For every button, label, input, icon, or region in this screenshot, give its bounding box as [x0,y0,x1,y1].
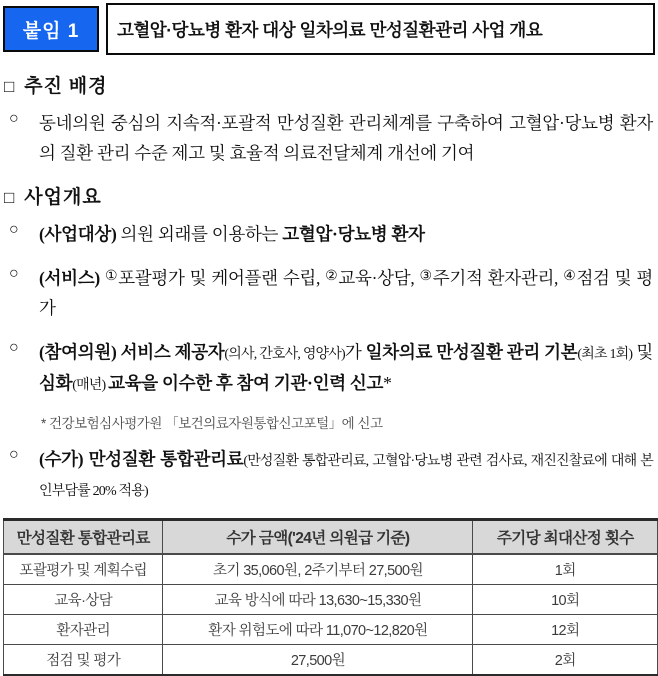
document-title: 고혈압·당뇨병 환자 대상 일차의료 만성질환관리 사업 개요 [106,3,655,55]
circled-number-3: ③ [419,269,433,285]
cell-amount: 27,500원 [163,644,473,675]
circle-bullet-icon: ○ [9,445,19,463]
text-segment: 가 [344,342,366,363]
cell-item: 교육·상담 [4,584,163,614]
text-segment: 동네의원 중심의 지속적·포괄적 만성질환 관리체계를 구축하여 고혈압·당뇨병 환자의 질환 관리 수준 제고 및 효율적 의료전달체계 개선에 기여 [39,113,653,164]
cell-amount: 교육 방식에 따라 13,630~15,330원 [163,584,473,614]
text-segment: 점검 및 평가 [39,268,653,319]
cell-amount: 환자 위험도에 따라 11,070~12,820원 [163,614,473,644]
asterisk-footnote-marker: * [383,372,392,393]
text-segment: (최초 1회) [577,347,633,363]
table-row [4,584,658,614]
text-segment: 교육·상담, [338,268,420,289]
text-segment: (참여의원) 서비스 제공자 [39,342,225,363]
cell-count: 2회 [473,644,658,675]
cell-count: 1회 [473,554,658,585]
col-header-management-fee: 만성질환 통합관리료 [4,519,163,554]
col-header-fee-amount: 수가 금액('24년 의원급 기준) [163,519,473,554]
bullet-text [39,263,655,323]
text-segment: 심화 [39,372,73,393]
footnote: * 건강보험심사평가원 「보건의료자원통합신고포털」에 신고 [41,415,383,431]
text-segment: (의사, 간호사, 영양사) [224,347,345,363]
table-row [4,554,658,585]
text-segment: (매년) [72,377,109,393]
bullet-text [39,219,655,249]
circle-bullet-icon: ○ [9,265,19,283]
bullet-participating-clinics [9,337,655,397]
circle-bullet-icon: ○ [9,339,19,357]
section-heading-overview [4,182,655,209]
bullet-services [9,263,655,323]
circled-number-1: ① [104,269,119,285]
cell-count: 12회 [473,614,658,644]
cell-count: 10회 [473,584,658,614]
bullet-target [9,219,655,249]
text-segment: (서비스) [39,268,105,289]
text-segment: 주기적 환자관리, [432,268,564,289]
cell-item: 점검 및 평가 [4,644,163,675]
fee-table [3,518,658,676]
text-segment: (사업대상) [39,224,117,245]
section-heading-background [4,71,655,98]
bullet-text [39,108,655,168]
page-header [3,3,655,55]
cell-item: 환자관리 [4,614,163,644]
text-segment: 포괄평가 및 케어플랜 수립, [118,268,326,289]
circle-bullet-icon: ○ [9,221,19,239]
fee-table-body [4,554,658,675]
bullet-text [39,337,655,397]
table-header-row [4,519,658,554]
table-row [4,644,658,675]
text-segment: 일차의료 만성질환 관리 기본 [365,342,578,363]
col-header-max-count: 주기당 최대산정 횟수 [473,519,658,554]
attachment-badge: 붙임 1 [3,6,99,52]
table-row [4,614,658,644]
section-heading-label: 추진 배경 [24,76,108,97]
cell-amount: 초기 35,060원, 2주기부터 27,500원 [163,554,473,585]
bullet-text [39,444,655,504]
square-bullet-icon: □ [4,77,16,96]
text-segment: (만성질환 통합관리료, 고혈압·당뇨병 관련 검사료, 재진진찰료에 대해 본인부담률 20% 적용) [39,453,653,499]
text-segment: 교육을 이수한 후 참여 기관·인력 신고 [108,372,384,393]
bullet-purpose [9,108,655,168]
section-heading-label: 사업개요 [24,187,102,209]
text-segment: 및 [632,342,653,363]
cell-item: 포괄평가 및 계획수립 [4,554,163,585]
text-segment: (수가) 만성질환 통합관리료 [39,448,244,469]
circle-bullet-icon: ○ [9,110,19,127]
text-segment: 의원 외래를 이용하는 [116,224,283,245]
circled-number-4: ④ [563,269,577,285]
square-bullet-icon: □ [4,188,16,208]
fee-table-head [4,519,658,554]
circled-number-2: ② [325,269,339,285]
bullet-fees [9,444,655,504]
text-segment: 고혈압·당뇨병 환자 [282,224,425,245]
